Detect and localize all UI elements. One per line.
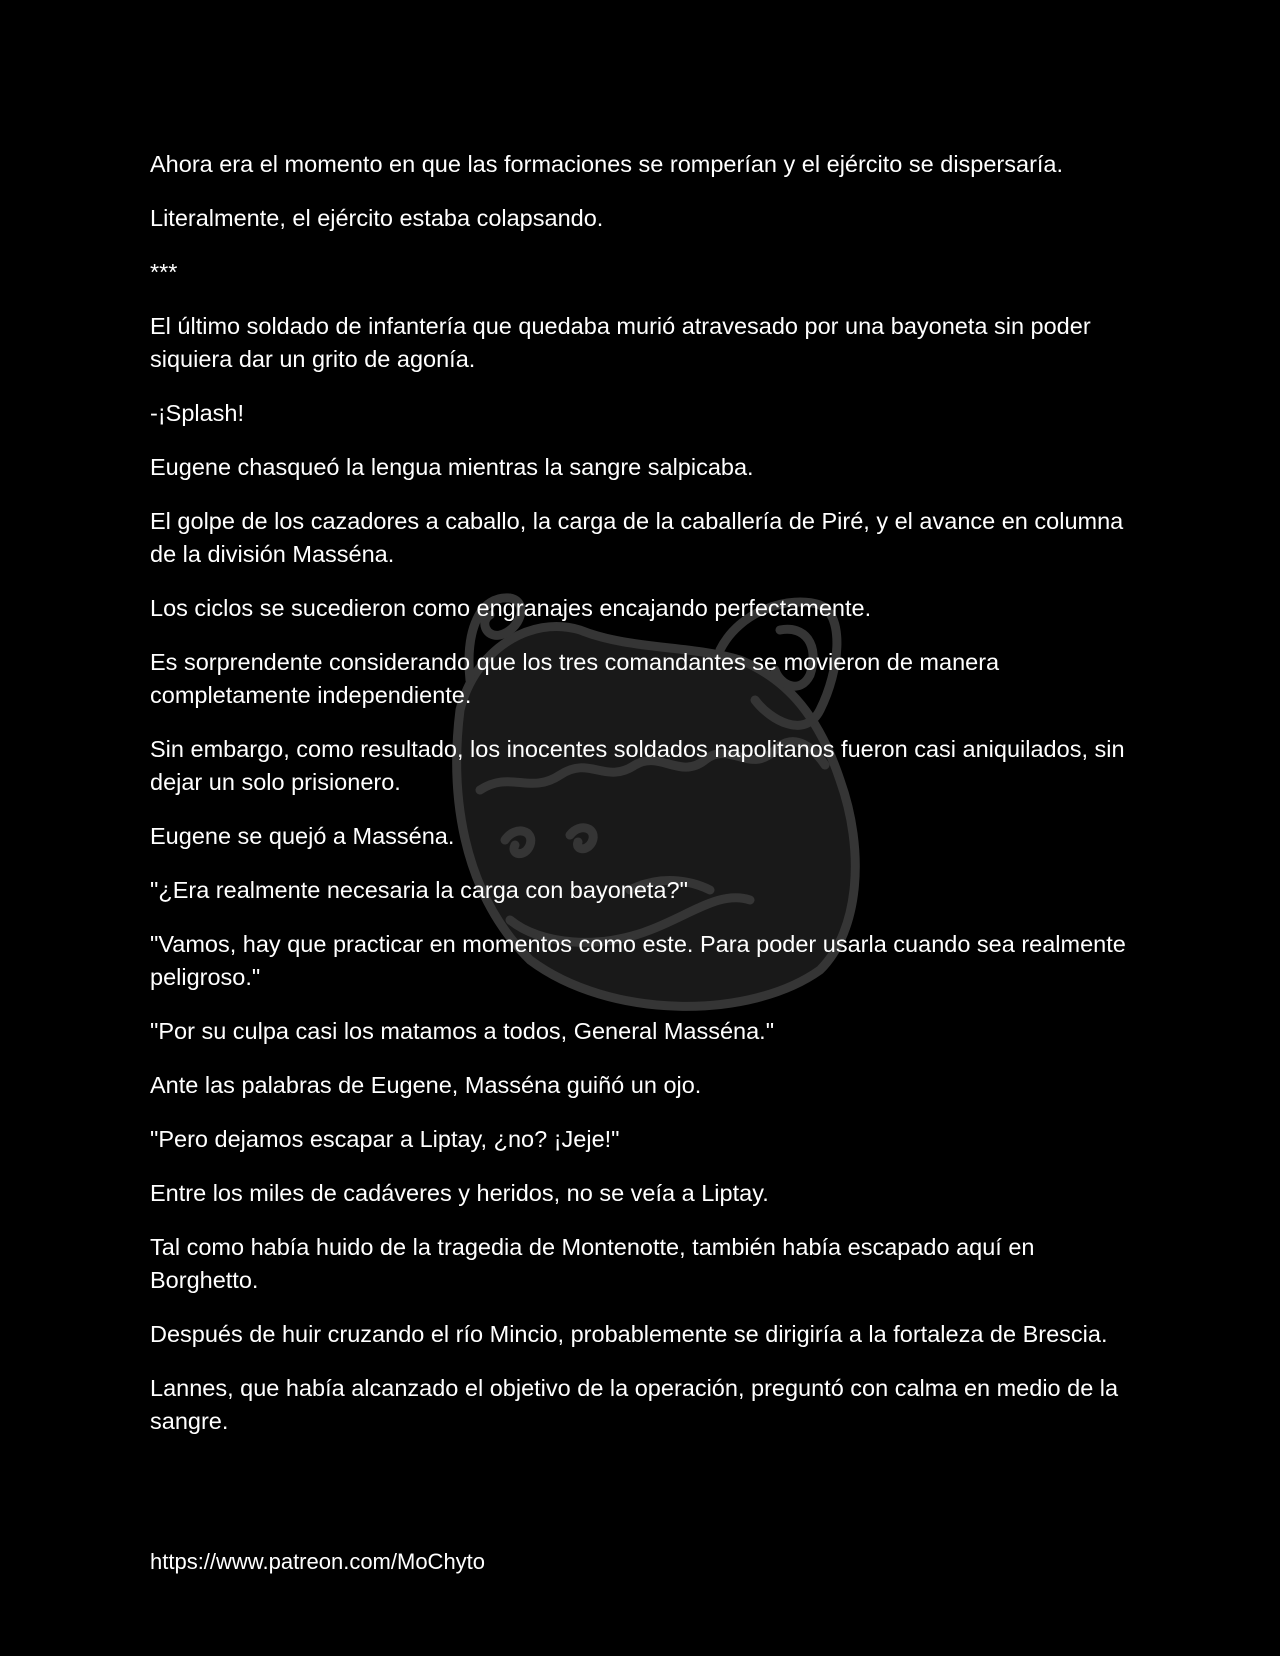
paragraph: Lannes, que había alcanzado el objetivo de la operación, preguntó con calma en medio de la sangre. xyxy=(150,1375,1125,1434)
paragraph: Los ciclos se sucedieron como engranajes encajando perfectamente. xyxy=(150,595,872,621)
paragraph: Sin embargo, como resultado, los inocentes soldados napolitanos fueron casi aniquilados, sin dejar un solo prisionero. xyxy=(150,736,1132,795)
paragraph: Tal como había huido de la tragedia de Montenotte, también había escapado aquí en Borghetto. xyxy=(150,1234,1042,1293)
dialogue-line: "Pero dejamos escapar a Liptay, ¿no? ¡Jeje!" xyxy=(150,1126,620,1152)
paragraph: Ante las palabras de Eugene, Masséna guiñó un ojo. xyxy=(150,1072,702,1098)
dialogue-line: "¿Era realmente necesaria la carga con bayoneta?" xyxy=(150,877,688,903)
scene-break: *** xyxy=(150,259,178,285)
dialogue-line: "Por su culpa casi los matamos a todos, General Masséna." xyxy=(150,1018,775,1044)
paragraph: Es sorprendente considerando que los tres comandantes se movieron de manera completamente independiente. xyxy=(150,649,1006,708)
paragraph: Después de huir cruzando el río Mincio, probablemente se dirigiría a la fortaleza de Brescia. xyxy=(150,1321,1108,1347)
dialogue-line: "Vamos, hay que practicar en momentos como este. Para poder usarla cuando sea realmente peligroso." xyxy=(150,931,1133,990)
patreon-link[interactable]: https://www.patreon.com/MoChyto xyxy=(150,1549,486,1574)
paragraph: Entre los miles de cadáveres y heridos, no se veía a Liptay. xyxy=(150,1180,769,1206)
paragraph: El último soldado de infantería que quedaba murió atravesado por una bayoneta sin poder siquiera dar un grito de agonía. xyxy=(150,313,1098,372)
paragraph: El golpe de los cazadores a caballo, la carga de la caballería de Piré, y el avance en columna de la división Masséna. xyxy=(150,508,1130,567)
paragraph: Ahora era el momento en que las formaciones se romperían y el ejército se dispersaría. xyxy=(150,151,1064,177)
document-body xyxy=(150,148,1140,1459)
paragraph: Eugene se quejó a Masséna. xyxy=(150,823,455,849)
paragraph: Eugene chasqueó la lengua mientras la sangre salpicaba. xyxy=(150,454,754,480)
paragraph: -¡Splash! xyxy=(150,400,245,426)
paragraph: Literalmente, el ejército estaba colapsando. xyxy=(150,205,604,231)
